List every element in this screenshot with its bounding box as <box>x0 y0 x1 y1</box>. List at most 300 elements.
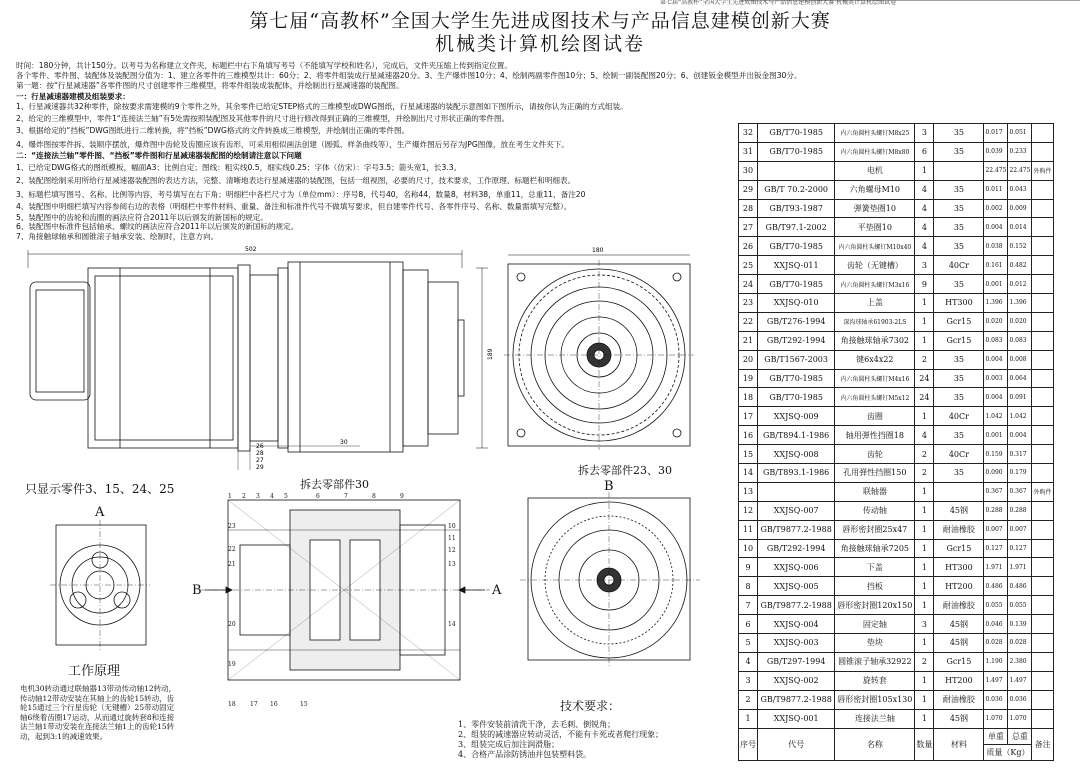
bom-cell-name: 传动轴 <box>835 501 915 520</box>
bom-cell-code: XXJSQ-009 <box>758 407 835 426</box>
section-balloon: 2 <box>242 493 246 500</box>
bom-row <box>739 690 1054 709</box>
bom-cell-qty: 4 <box>915 426 934 445</box>
bom-cell-w1: 1.497 <box>984 671 1008 690</box>
bom-cell-note <box>1032 294 1054 313</box>
bom-cell-note <box>1032 407 1054 426</box>
bom-cell-w2: 0.139 <box>1008 615 1032 634</box>
bom-cell-mat: 35 <box>934 237 984 256</box>
instruction-line: 2、给定的三维模型中，零件1“连接法兰轴”有5处需按照装配图及其他零件的尺寸进行修改得到正确的三维模型，并绘制出尺寸形状正确的零件图。 <box>16 114 510 123</box>
bom-row <box>739 634 1054 653</box>
bom-cell-note <box>1032 577 1054 596</box>
bom-cell-w2: 0.055 <box>1008 596 1032 615</box>
bom-cell-qty: 6 <box>915 142 934 161</box>
bom-row <box>739 520 1054 539</box>
dim-30: 30 <box>340 439 348 446</box>
bom-cell-qty: 2 <box>915 652 934 671</box>
bom-cell-note <box>1032 634 1054 653</box>
section-balloon: 9 <box>400 493 404 500</box>
header-strip: 第七届“高教杯”全国大学生先进成图技术与产品信息建模创新大赛 机械类计算机绘图试卷 <box>660 0 897 6</box>
tech-req-title: 技术要求： <box>560 699 621 713</box>
bom-cell-note <box>1032 275 1054 294</box>
bom-cell-w1: 22.475 <box>984 161 1008 180</box>
bom-cell-no: 21 <box>739 331 758 350</box>
bom-row <box>739 426 1054 445</box>
bom-cell-w2: 0.028 <box>1008 634 1032 653</box>
bom-cell-w1: 0.055 <box>984 596 1008 615</box>
bom-row <box>739 464 1054 483</box>
bom-cell-code: GB/T894.1-1986 <box>758 426 835 445</box>
bom-cell-no: 8 <box>739 577 758 596</box>
bom-cell-no: 15 <box>739 445 758 464</box>
remove-23-30-label: 拆去零部件23、30 <box>578 464 672 477</box>
bom-row <box>739 558 1054 577</box>
bom-cell-qty: 1 <box>915 294 934 313</box>
bom-cell-qty: 1 <box>915 671 934 690</box>
bom-cell-qty: 9 <box>915 275 934 294</box>
bom-cell-no: 13 <box>739 482 758 501</box>
bom-cell-w2: 0.152 <box>1008 237 1032 256</box>
bom-cell-mat: 35 <box>934 350 984 369</box>
bom-row <box>739 671 1054 690</box>
bom-cell-w1: 0.046 <box>984 615 1008 634</box>
bom-cell-name: 六角螺母M10 <box>835 180 915 199</box>
bom-cell-w1: 0.001 <box>984 426 1008 445</box>
bom-cell-w1: 1.971 <box>984 558 1008 577</box>
bom-row <box>739 218 1054 237</box>
bom-cell-note <box>1032 690 1054 709</box>
bom-cell-qty: 2 <box>915 464 934 483</box>
bom-cell-qty: 1 <box>915 312 934 331</box>
bom-cell-code: GB/T297-1994 <box>758 652 835 671</box>
bom-cell-code: GB/T276-1994 <box>758 312 835 331</box>
bom-row <box>739 142 1054 161</box>
bom-cell-code: XXJSQ-011 <box>758 256 835 275</box>
bom-cell-name: 内六角圆柱头螺钉M5x12 <box>835 388 915 407</box>
bom-cell-code: GB/T 70.2-2000 <box>758 180 835 199</box>
bom-cell-no: 12 <box>739 501 758 520</box>
bom-cell-note <box>1032 501 1054 520</box>
bom-cell-note <box>1032 369 1054 388</box>
tech-req-item: 3、组装完成后加注润滑脂； <box>458 740 560 749</box>
remove-30-label: 拆去零部件30 <box>300 478 369 491</box>
bom-cell-no: 32 <box>739 124 758 143</box>
bom-cell-name: 固定轴 <box>835 615 915 634</box>
section-balloon: 6 <box>316 493 320 500</box>
bom-row <box>739 539 1054 558</box>
bom-cell-name: 深沟球轴承61903-2LS <box>835 312 915 331</box>
bom-cell-name: 内六角圆柱头螺钉M8x25 <box>835 124 915 143</box>
dim-29: 29 <box>256 464 264 471</box>
bom-cell-qty: 4 <box>915 237 934 256</box>
bom-cell-note <box>1032 331 1054 350</box>
bom-cell-no: 6 <box>739 615 758 634</box>
bom-cell-code: XXJSQ-010 <box>758 294 835 313</box>
bom-cell-no: 24 <box>739 275 758 294</box>
bom-cell-no: 26 <box>739 237 758 256</box>
bom-row <box>739 294 1054 313</box>
bom-cell-w2: 0.127 <box>1008 539 1032 558</box>
bom-cell-qty: 4 <box>915 199 934 218</box>
partial-view-a <box>50 520 150 650</box>
section-balloon: 12 <box>448 547 456 554</box>
bom-cell-w1: 0.486 <box>984 577 1008 596</box>
bom-cell-w2: 0.009 <box>1008 199 1032 218</box>
bom-cell-mat <box>934 161 984 180</box>
bom-cell-no: 10 <box>739 539 758 558</box>
bom-cell-w1: 0.004 <box>984 350 1008 369</box>
bom-cell-code: GB/T70-1985 <box>758 275 835 294</box>
bom-cell-no: 28 <box>739 199 758 218</box>
bom-cell-mat: 35 <box>934 275 984 294</box>
bom-cell-no: 4 <box>739 652 758 671</box>
bom-cell-mat: 45钢 <box>934 501 984 520</box>
bom-cell-note <box>1032 596 1054 615</box>
bom-cell-w2: 0.051 <box>1008 124 1032 143</box>
bom-cell-mat <box>934 482 984 501</box>
bom-header-qty: 数量 <box>915 728 934 760</box>
bom-cell-qty: 3 <box>915 615 934 634</box>
bom-cell-w1: 0.003 <box>984 369 1008 388</box>
bom-header-no: 序号 <box>739 728 758 760</box>
bom-cell-note: 外购件 <box>1032 482 1054 501</box>
bom-cell-no: 31 <box>739 142 758 161</box>
bom-cell-mat: 45钢 <box>934 634 984 653</box>
bom-cell-mat: 35 <box>934 426 984 445</box>
bom-row <box>739 445 1054 464</box>
bom-cell-name: 齿轮（无键槽） <box>835 256 915 275</box>
bom-header-mass: 质量（Kg） <box>984 744 1032 760</box>
bom-cell-name: 内六角圆柱头螺钉M4x16 <box>835 369 915 388</box>
bom-cell-name: 垫块 <box>835 634 915 653</box>
bom-cell-mat: Gcr15 <box>934 539 984 558</box>
bom-cell-note <box>1032 388 1054 407</box>
bom-cell-code: GB/T9877.2-1988 <box>758 520 835 539</box>
bom-cell-mat: 45钢 <box>934 709 984 728</box>
bom-cell-w2: 0.020 <box>1008 312 1032 331</box>
bom-cell-name: 唇形密封圈25x47 <box>835 520 915 539</box>
bom-cell-code: GB/T292-1994 <box>758 331 835 350</box>
bom-cell-w2: 22.475 <box>1008 161 1032 180</box>
bom-cell-w2: 0.004 <box>1008 426 1032 445</box>
section-balloon: 10 <box>448 523 456 530</box>
bom-cell-w2: 1.042 <box>1008 407 1032 426</box>
bom-cell-code <box>758 161 835 180</box>
bom-cell-mat: 35 <box>934 464 984 483</box>
bom-cell-w1: 0.011 <box>984 180 1008 199</box>
instruction-line: 4、装配图中明细栏填写内容参阅右边的表格（明细栏中零件材料、重量、备注和标准件代号不做填写要求，但自建零件代号、各零件序号、名称、数量需填写完整）。 <box>16 202 572 211</box>
bom-cell-mat: 35 <box>934 142 984 161</box>
bom-cell-note <box>1032 615 1054 634</box>
bom-cell-code: GB/T292-1994 <box>758 539 835 558</box>
section-view <box>200 500 490 680</box>
bom-cell-name: 内六角圆柱头螺钉M10x40 <box>835 237 915 256</box>
bom-cell-w2: 0.233 <box>1008 142 1032 161</box>
bom-header-name: 名称 <box>835 728 915 760</box>
bom-header-code: 代号 <box>758 728 835 760</box>
section-balloon: 5 <box>284 493 288 500</box>
dim-27: 27 <box>256 457 264 464</box>
bom-cell-qty: 1 <box>915 161 934 180</box>
dim-26: 26 <box>256 443 264 450</box>
bom-cell-code <box>758 482 835 501</box>
bom-cell-w1: 0.083 <box>984 331 1008 350</box>
bom-cell-no: 30 <box>739 161 758 180</box>
bom-cell-no: 23 <box>739 294 758 313</box>
bom-cell-mat: 40Cr <box>934 445 984 464</box>
bom-cell-qty: 1 <box>915 539 934 558</box>
bom-cell-qty: 1 <box>915 331 934 350</box>
bom-cell-w2: 2.380 <box>1008 652 1032 671</box>
bom-cell-w1: 0.161 <box>984 256 1008 275</box>
bom-cell-no: 29 <box>739 180 758 199</box>
instruction-line: 时间：180分钟，共计150分。以考号为名称建立文件夹，标题栏中右下角填写考号（不能填写学校和姓名），完成后，文件夹压缩上传到指定位置。 <box>16 61 512 70</box>
front-end-view <box>504 255 694 450</box>
bom-cell-qty: 24 <box>915 388 934 407</box>
bom-cell-code: GB/T893.1-1986 <box>758 464 835 483</box>
bom-cell-name: 连接法兰轴 <box>835 709 915 728</box>
bom-cell-name: 挡板 <box>835 577 915 596</box>
bom-cell-code: GB/T93-1987 <box>758 199 835 218</box>
bom-cell-w2: 0.007 <box>1008 520 1032 539</box>
bom-cell-w1: 1.396 <box>984 294 1008 313</box>
bom-cell-note <box>1032 464 1054 483</box>
section-balloon: 19 <box>228 661 236 668</box>
bom-cell-code: XXJSQ-006 <box>758 558 835 577</box>
bom-cell-code: GB/T70-1985 <box>758 369 835 388</box>
bom-cell-note <box>1032 124 1054 143</box>
instruction-line: 第一题：按“行星减速器”各零件图的尺寸创建零件三维模型，将零件组装成装配体，并绘制出行星减速器的装配图。 <box>16 81 404 90</box>
bom-cell-w2: 0.179 <box>1008 464 1032 483</box>
bom-row <box>739 369 1054 388</box>
bom-cell-no: 16 <box>739 426 758 445</box>
bom-cell-w2: 1.070 <box>1008 709 1032 728</box>
bom-cell-mat: HT200 <box>934 577 984 596</box>
bom-cell-w2: 0.288 <box>1008 501 1032 520</box>
bom-cell-mat: HT300 <box>934 558 984 577</box>
bom-cell-name: 联轴器 <box>835 482 915 501</box>
bom-cell-qty: 1 <box>915 407 934 426</box>
bom-header-single: 单重 <box>984 728 1008 744</box>
bom-cell-qty: 1 <box>915 482 934 501</box>
bom-cell-note <box>1032 539 1054 558</box>
instruction-line: 1、已给定DWG格式的图纸模板，幅面A3；比例自定；图线：粗实线0.5，细实线0.25；字体（仿宋）：字号3.5；箭头宽1，长3.3。 <box>16 163 462 172</box>
section-balloon: 1 <box>228 493 232 500</box>
bom-cell-w1: 0.038 <box>984 237 1008 256</box>
bom-row <box>739 199 1054 218</box>
bom-cell-qty: 1 <box>915 709 934 728</box>
bom-cell-w2: 0.012 <box>1008 275 1032 294</box>
section-balloon: 16 <box>270 701 278 708</box>
bom-cell-no: 27 <box>739 218 758 237</box>
bom-cell-note <box>1032 312 1054 331</box>
view-a-label: A <box>95 505 105 520</box>
bom-cell-no: 11 <box>739 520 758 539</box>
bom-cell-w1: 0.002 <box>984 199 1008 218</box>
bom-cell-qty: 4 <box>915 180 934 199</box>
bom-cell-note <box>1032 709 1054 728</box>
bom-cell-name: 轴用弹性挡圈18 <box>835 426 915 445</box>
section-balloon: 22 <box>228 546 236 553</box>
bom-cell-code: GB/T70-1985 <box>758 388 835 407</box>
bom-cell-note <box>1032 237 1054 256</box>
bom-row <box>739 577 1054 596</box>
bom-row <box>739 615 1054 634</box>
bom-cell-note <box>1032 652 1054 671</box>
instruction-line: 各个零件、零件图、装配体及装配图分值为：1、建立各零件的三维模型共计：60分；2、将零件组装成行星减速器20分。3、生产爆炸图10分；4、绘制两副零件图10分；5、绘制一副装配图20分；6、创建钣金模型并出钣金图30分。 <box>16 71 802 80</box>
bom-cell-w2: 0.064 <box>1008 369 1032 388</box>
bom-row <box>739 331 1054 350</box>
bom-cell-no: 3 <box>739 671 758 690</box>
section-balloon: 4 <box>270 493 274 500</box>
bom-cell-w1: 0.028 <box>984 634 1008 653</box>
section-balloon: 8 <box>372 493 376 500</box>
bom-cell-mat: 45钢 <box>934 615 984 634</box>
bom-cell-name: 电机 <box>835 161 915 180</box>
bom-cell-name: 孔用弹性挡圈150 <box>835 464 915 483</box>
bom-cell-name: 弹簧垫圈10 <box>835 199 915 218</box>
bom-cell-w2: 0.317 <box>1008 445 1032 464</box>
bom-cell-note <box>1032 445 1054 464</box>
bom-cell-name: 上盖 <box>835 294 915 313</box>
bom-cell-note <box>1032 199 1054 218</box>
bom-cell-w1: 1.070 <box>984 709 1008 728</box>
bom-cell-mat: 35 <box>934 218 984 237</box>
bom-cell-qty: 2 <box>915 445 934 464</box>
bom-cell-code: GB/T9877.2-1988 <box>758 596 835 615</box>
bom-cell-code: GB/T70-1985 <box>758 142 835 161</box>
bom-cell-no: 5 <box>739 634 758 653</box>
bom-cell-no: 14 <box>739 464 758 483</box>
section-balloon: 15 <box>300 701 308 708</box>
bom-cell-w2: 0.486 <box>1008 577 1032 596</box>
bom-cell-name: 旋转套 <box>835 671 915 690</box>
bom-cell-qty: 1 <box>915 596 934 615</box>
section-balloon: 20 <box>228 621 236 628</box>
section-balloon: 13 <box>448 561 456 568</box>
bom-cell-w2: 0.036 <box>1008 690 1032 709</box>
tech-req-item: 2、组装的减速器应转动灵活，不能有卡死或者爬行现象； <box>458 730 664 739</box>
bom-cell-qty: 4 <box>915 218 934 237</box>
bom-cell-code: XXJSQ-004 <box>758 615 835 634</box>
bom-cell-code: GB/T97.1-2002 <box>758 218 835 237</box>
bom-cell-w2: 1.497 <box>1008 671 1032 690</box>
tech-req-item: 4、合格产品涂防锈油并包装塑料袋。 <box>458 750 592 759</box>
bom-cell-no: 18 <box>739 388 758 407</box>
bom-cell-code: XXJSQ-002 <box>758 671 835 690</box>
section-b-label: B <box>192 583 202 598</box>
bom-cell-w1: 0.288 <box>984 501 1008 520</box>
bom-cell-name: 角接触球轴承7205 <box>835 539 915 558</box>
bom-cell-note <box>1032 180 1054 199</box>
dim-28: 28 <box>256 450 264 457</box>
section-balloon: 17 <box>250 701 258 708</box>
bom-header-note: 备注 <box>1032 728 1054 760</box>
bom-cell-w1: 0.039 <box>984 142 1008 161</box>
bom-header-row-1 <box>739 728 1054 744</box>
bom-cell-name: 内六角圆柱头螺钉M8x80 <box>835 142 915 161</box>
bom-row <box>739 482 1054 501</box>
bom-cell-w2: 0.083 <box>1008 331 1032 350</box>
bom-cell-no: 20 <box>739 350 758 369</box>
bom-cell-mat: 35 <box>934 180 984 199</box>
bom-row <box>739 350 1054 369</box>
bom-cell-note <box>1032 218 1054 237</box>
bom-cell-w1: 0.001 <box>984 275 1008 294</box>
instruction-line: 一：行星减速器建模及组装要求： <box>16 92 130 101</box>
instruction-line: 6、装配图中标准件包括轴承、螺纹的画法应符合2011年以后颁发的新国标的规定。 <box>16 222 299 231</box>
bom-table <box>738 123 1054 761</box>
bom-cell-name: 角接触球轴承7302 <box>835 331 915 350</box>
bom-cell-mat: Gcr15 <box>934 652 984 671</box>
bom-row <box>739 388 1054 407</box>
bom-cell-mat: 35 <box>934 369 984 388</box>
bom-cell-w1: 0.159 <box>984 445 1008 464</box>
view-b-label: B <box>604 479 614 494</box>
bom-cell-name: 内六角圆柱头螺钉M3x16 <box>835 275 915 294</box>
bom-cell-w1: 0.017 <box>984 124 1008 143</box>
bom-cell-w2: 0.091 <box>1008 388 1032 407</box>
bom-cell-mat: Gcr15 <box>934 312 984 331</box>
bom-cell-qty: 1 <box>915 520 934 539</box>
bom-cell-mat: Gcr15 <box>934 331 984 350</box>
dim-height: 189 <box>487 348 494 360</box>
bom-cell-qty: 2 <box>915 350 934 369</box>
bom-cell-w2: 1.396 <box>1008 294 1032 313</box>
working-principle-text: 电机30转动通过联轴器13带动传动轴12转动，传动轴12带动安装在其轴上的齿轮15转动，齿轮15通过三个行星齿轮（无键槽）25带动固定轴6绕着齿圈17运动，从而通过旋转套8和连接法兰轴1带动安装在连接法兰轴1上的齿轮15转动，起到3:1的减速效果。 <box>20 684 177 741</box>
bom-cell-name: 唇形密封圈105x130 <box>835 690 915 709</box>
bom-cell-code: GB/T70-1985 <box>758 124 835 143</box>
section-balloon: 14 <box>448 621 456 628</box>
dim-overall-length: 502 <box>245 246 257 253</box>
bom-cell-qty: 3 <box>915 256 934 275</box>
bom-cell-no: 22 <box>739 312 758 331</box>
bom-row <box>739 180 1054 199</box>
bom-cell-w2: 0.014 <box>1008 218 1032 237</box>
working-principle-title: 工作原理 <box>68 664 121 679</box>
motor-side-view <box>28 250 488 470</box>
bom-cell-w1: 0.004 <box>984 388 1008 407</box>
bom-row <box>739 596 1054 615</box>
bom-cell-name: 齿圈 <box>835 407 915 426</box>
bom-cell-qty: 1 <box>915 501 934 520</box>
bom-cell-note <box>1032 426 1054 445</box>
section-balloon: 18 <box>228 701 236 708</box>
bom-cell-note <box>1032 558 1054 577</box>
instruction-line: 3、标题栏填写图号、名称、比例等内容，考号填写在右下角；明细栏中各栏尺寸为（单位mm）：序号8，代号40，名称44，数量8，材料38，单重11，总重11，备注20 <box>16 190 586 199</box>
bom-cell-w1: 0.127 <box>984 539 1008 558</box>
bom-row <box>739 709 1054 728</box>
bom-cell-no: 2 <box>739 690 758 709</box>
bom-cell-w2: 0.367 <box>1008 482 1032 501</box>
bom-cell-w1: 0.020 <box>984 312 1008 331</box>
bom-cell-mat: 耐油橡胶 <box>934 596 984 615</box>
instruction-line: 7、角接触球轴承和圆锥滚子轴承安装、绘制时，注意方向。 <box>16 232 219 241</box>
bom-cell-note <box>1032 256 1054 275</box>
bom-row <box>739 407 1054 426</box>
instruction-line: 2、装配图绘制采用所给行星减速器装配图的表达方法，完整、清晰地表达行星减速器的装配图，包括一组视图，必要的尺寸，技术要求，工作原理、标题栏和明细表。 <box>16 176 576 185</box>
instruction-line: 3、根据给定的“挡板”DWG图纸进行二维转换，将“挡板”DWG格式的文件转换成三维模型，并绘制出正确的零件图。 <box>16 126 410 135</box>
bom-cell-code: XXJSQ-007 <box>758 501 835 520</box>
bom-row <box>739 237 1054 256</box>
bom-cell-mat: 40Cr <box>934 407 984 426</box>
bom-header-mat: 材料 <box>934 728 984 760</box>
bom-row <box>739 124 1054 143</box>
bom-cell-name: 齿轮 <box>835 445 915 464</box>
bom-row <box>739 501 1054 520</box>
bom-cell-w1: 0.007 <box>984 520 1008 539</box>
bom-cell-w1: 0.367 <box>984 482 1008 501</box>
